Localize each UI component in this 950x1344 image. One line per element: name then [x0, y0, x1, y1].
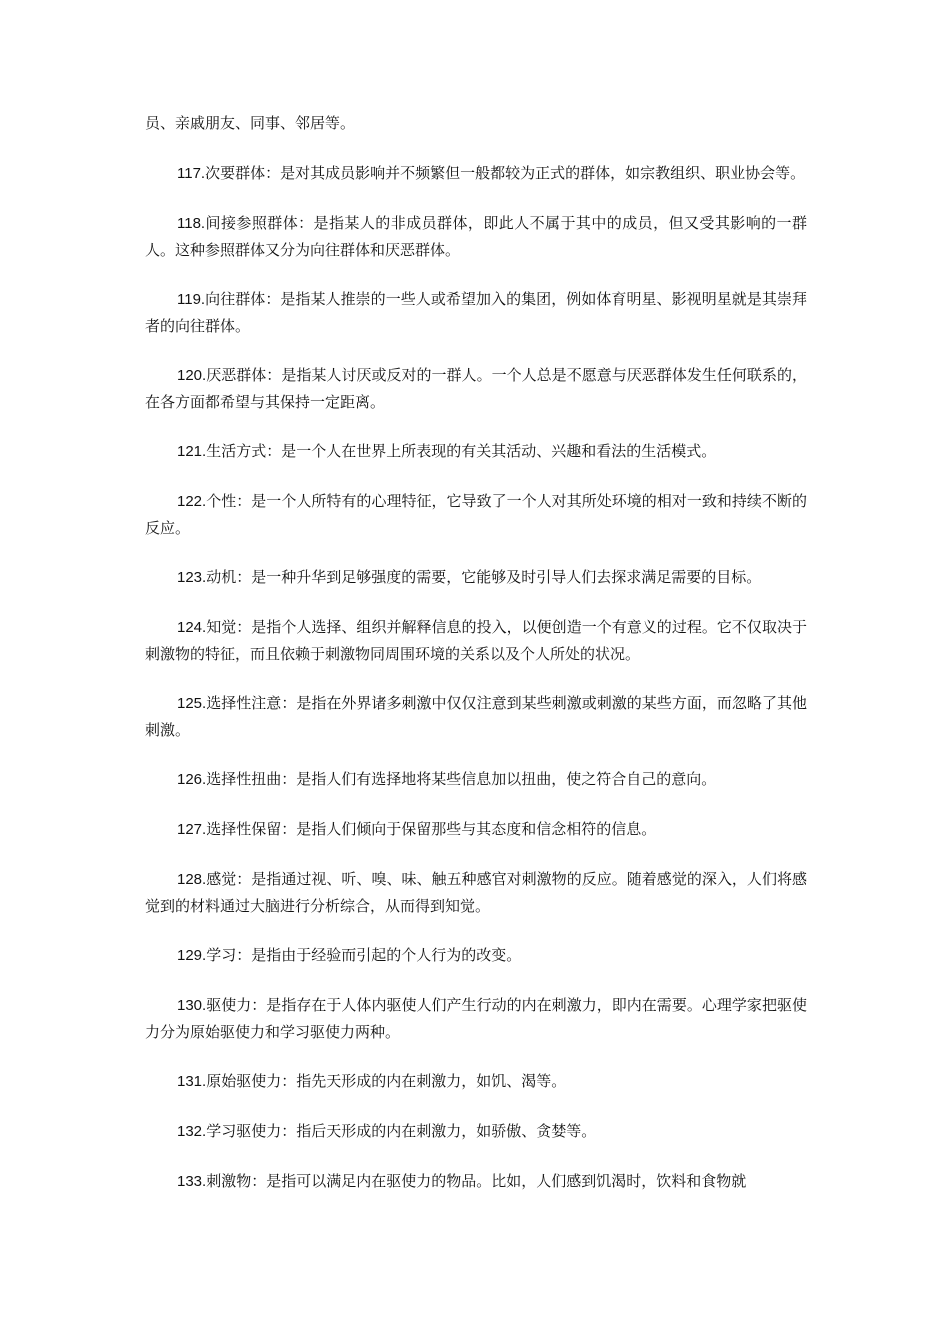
paragraph-number: 133.: [177, 1173, 207, 1190]
paragraph-number: 120.: [177, 367, 207, 384]
paragraph-130: [145, 992, 807, 1045]
paragraph-text: 选择性保留：是指人们倾向于保留那些与其态度和信念相符的信息。: [206, 820, 657, 838]
paragraph-text: 选择性注意：是指在外界诸多刺激中仅仅注意到某些刺激或刺激的某些方面，而忽略了其他刺激。: [145, 694, 807, 739]
paragraph-122: [145, 488, 807, 541]
paragraph-123: [145, 564, 807, 591]
paragraph-text: 知觉：是指个人选择、组织并解释信息的投入，以便创造一个有意义的过程。它不仅取决于刺激物的特征，而且依赖于刺激物同周围环境的关系以及个人所处的状况。: [145, 618, 807, 663]
paragraph-text: 向往群体：是指某人推崇的一些人或希望加入的集团，例如体育明星、影视明星就是其崇拜者的向往群体。: [145, 290, 807, 335]
paragraph-number: 121.: [177, 443, 207, 460]
paragraph-132: [145, 1118, 807, 1145]
paragraph-text: 学习驱使力：指后天形成的内在刺激力，如骄傲、贪婪等。: [206, 1122, 597, 1140]
paragraph-124: [145, 614, 807, 667]
paragraph-text: 员、亲戚朋友、同事、邻居等。: [145, 114, 356, 132]
paragraph-text: 学习：是指由于经验而引起的个人行为的改变。: [206, 946, 522, 964]
paragraph-118: [145, 210, 807, 263]
paragraph-number: 124.: [177, 619, 207, 636]
paragraph-number: 123.: [177, 569, 207, 586]
paragraph-121: [145, 438, 807, 465]
paragraph-text: 动机：是一种升华到足够强度的需要，它能够及时引导人们去探求满足需要的目标。: [206, 568, 762, 586]
paragraph-133: [145, 1168, 807, 1195]
paragraph-125: [145, 690, 807, 743]
paragraph-129: [145, 942, 807, 969]
paragraph-120: [145, 362, 807, 415]
paragraph-128: [145, 866, 807, 919]
paragraph-number: 117.: [177, 165, 206, 182]
paragraph-117: [145, 160, 807, 187]
paragraph-126: [145, 766, 807, 793]
paragraph-text: 个性：是一个人所特有的心理特征，它导致了一个人对其所处环境的相对一致和持续不断的反应。: [145, 492, 807, 537]
paragraph-number: 125.: [177, 695, 207, 712]
paragraph-number: 122.: [177, 493, 207, 510]
paragraph-number: 129.: [177, 947, 207, 964]
paragraph-continuation: [145, 110, 807, 137]
paragraph-number: 132.: [177, 1123, 207, 1140]
paragraph-text: 感觉：是指通过视、听、嗅、味、触五种感官对刺激物的反应。随着感觉的深入，人们将感觉到的材料通过大脑进行分析综合，从而得到知觉。: [145, 870, 807, 915]
paragraph-text: 生活方式：是一个人在世界上所表现的有关其活动、兴趣和看法的生活模式。: [206, 442, 717, 460]
document-body: [145, 110, 807, 1218]
paragraph-text: 间接参照群体：是指某人的非成员群体，即此人不属于其中的成员，但又受其影响的一群人。这种参照群体又分为向往群体和厌恶群体。: [145, 214, 807, 259]
paragraph-number: 127.: [177, 821, 207, 838]
paragraph-number: 126.: [177, 771, 207, 788]
paragraph-number: 131.: [177, 1073, 207, 1090]
paragraph-127: [145, 816, 807, 843]
paragraph-text: 厌恶群体：是指某人讨厌或反对的一群人。一个人总是不愿意与厌恶群体发生任何联系的，在各方面都希望与其保持一定距离。: [145, 366, 807, 411]
paragraph-text: 选择性扭曲：是指人们有选择地将某些信息加以扭曲，使之符合自己的意向。: [206, 770, 717, 788]
paragraph-131: [145, 1068, 807, 1095]
paragraph-text: 刺激物：是指可以满足内在驱使力的物品。比如，人们感到饥渴时，饮料和食物就: [206, 1172, 747, 1190]
paragraph-text: 原始驱使力：指先天形成的内在刺激力，如饥、渴等。: [206, 1072, 567, 1090]
paragraph-number: 118.: [177, 215, 206, 232]
paragraph-number: 130.: [177, 997, 207, 1014]
paragraph-119: [145, 286, 807, 339]
paragraph-number: 119.: [177, 291, 206, 308]
paragraph-number: 128.: [177, 871, 207, 888]
paragraph-text: 次要群体：是对其成员影响并不频繁但一般都较为正式的群体，如宗教组织、职业协会等。: [205, 164, 806, 182]
paragraph-text: 驱使力：是指存在于人体内驱使人们产生行动的内在刺激力，即内在需要。心理学家把驱使力分为原始驱使力和学习驱使力两种。: [145, 996, 807, 1041]
